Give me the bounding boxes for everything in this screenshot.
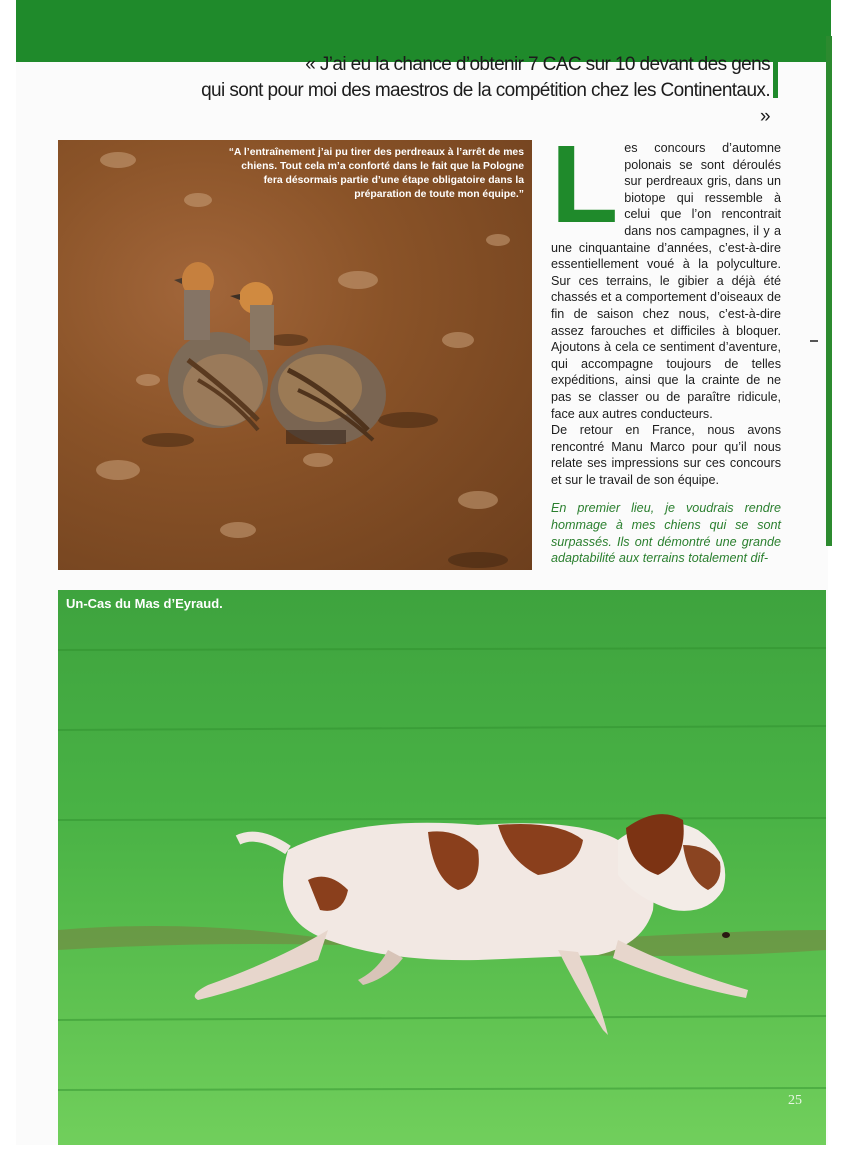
pull-quote-line-2: qui sont pour moi des maestros de la compétition chez les Continentaux. »: [201, 80, 770, 127]
right-green-edge: [826, 36, 832, 546]
pull-quote-bar: [773, 40, 778, 98]
page-margin-left: [0, 0, 16, 1169]
article-paragraph-1: es concours d’automne polonais se sont déroulés sur perdreaux gris, dans un biotope qui ressemble à celui que l’on rencontrait dans nos campagnes, il y a une cinquantaine d’années, c’est-à-dire essentiellement voué à la polyculture. Sur ces terrains, le gibier a déjà été chassés et a comportement d’oiseaux de fin de saison chez nous, c’est-à-dire assez farouches et difficiles à bloquer. Ajoutons à cela ce sentiment d’aventure, qui accompagne toujours de telles expéditions, ainsi que la crainte de ne pas se classer ou de paraître ridicule, face aux autres conducteurs.: [551, 141, 781, 421]
dropcap-letter: L: [551, 123, 619, 246]
partridge-photo-caption: “A l’entraînement j’ai pu tirer des perdreaux à l’arrêt de mes chiens. Tout cela m’a conforté dans le fait que la Pologne fera désormais partie d’une étape obligatoire dans la préparation de toute mon équipe.”: [228, 147, 524, 200]
page-number: 25: [788, 1093, 802, 1108]
running-spaniel-illustration: [58, 590, 826, 1145]
pull-quote: [200, 52, 770, 130]
pull-quote-line-1: « J’ai eu la chance d’obtenir 7 CAC sur 10 devant des gens: [305, 54, 770, 75]
margin-dash: [810, 340, 818, 342]
article-column: [551, 123, 781, 567]
article-paragraph-2: De retour en France, nous avons rencontré Manu Marco pour qu’il nous relate ses impressions sur ces concours et sur le travail de son équipe.: [551, 423, 781, 487]
article-paragraph-3: En premier lieu, je voudrais rendre hommage à mes chiens qui se sont surpassés. Ils ont démontré une grande adaptabilité aux terrains totalement dif-: [551, 501, 781, 566]
dog-photo: [58, 590, 826, 1145]
partridge-photo: [58, 140, 532, 570]
partridge-pair-illustration: [58, 140, 532, 570]
dog-photo-caption: Un-Cas du Mas d’Eyraud.: [66, 596, 223, 611]
